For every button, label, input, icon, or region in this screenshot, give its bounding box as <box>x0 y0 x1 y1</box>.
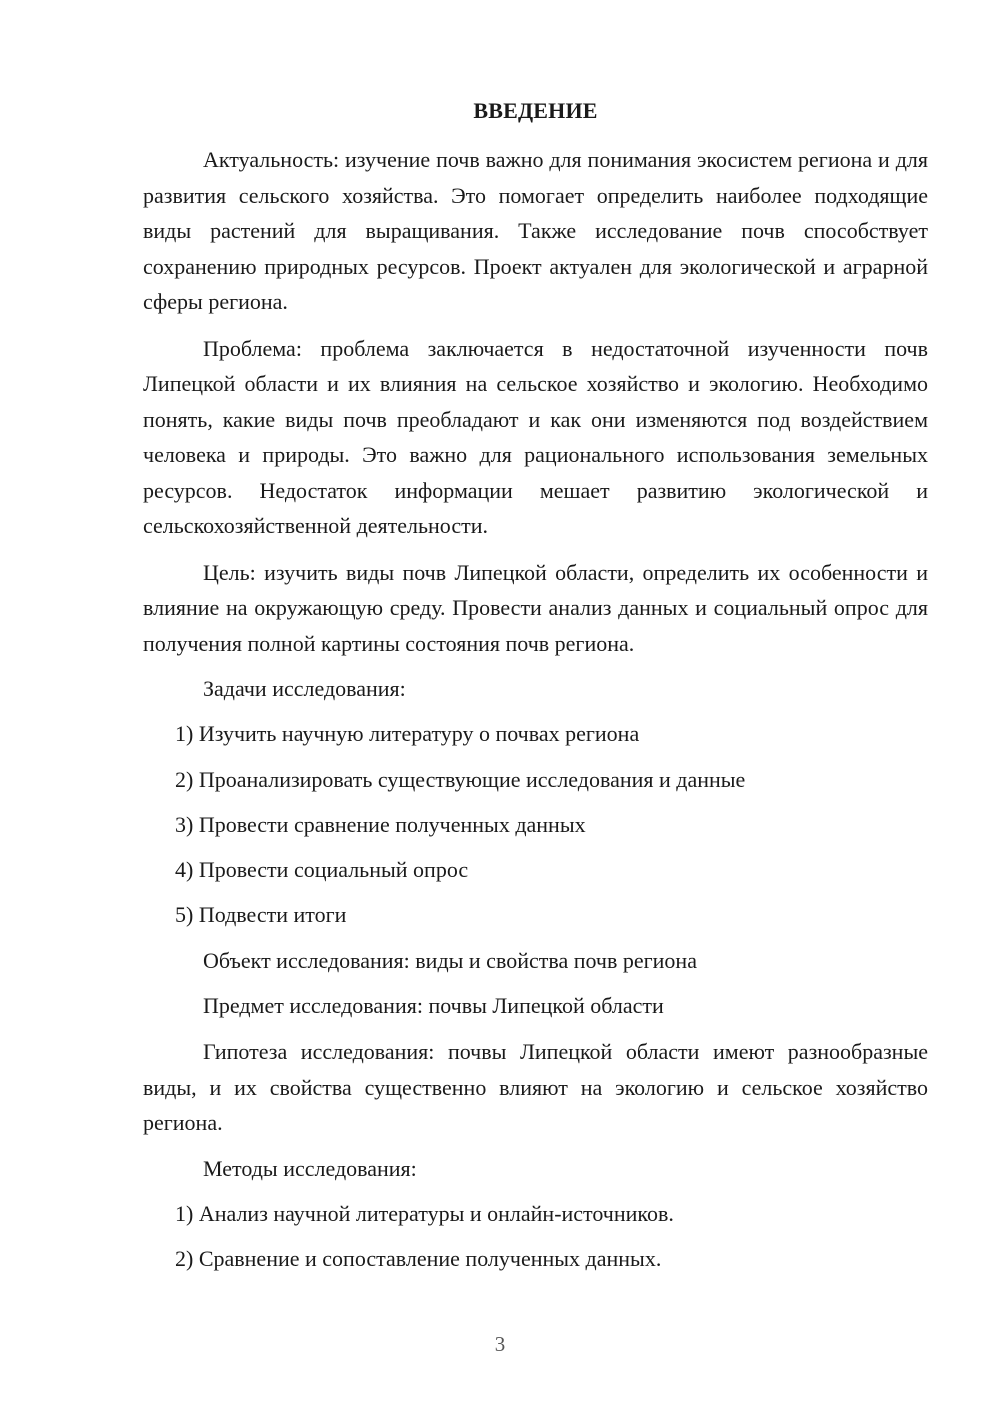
relevance-paragraph: Актуальность: изучение почв важно для понимания экосистем региона и для развития сельского хозяйства. Это помогает определить наиболее подходящие виды растений для выращивания. Также исследование почв способствует сохранению природных ресурсов. Проект актуален для экологической и аграрной сферы региона. <box>143 147 928 314</box>
page-number: 3 <box>494 1332 506 1356</box>
task-item-5: 5) Подвести итоги <box>175 902 347 928</box>
research-subject: Предмет исследования: почвы Липецкой области <box>203 993 664 1019</box>
tasks-list <box>143 717 928 932</box>
section-title: ВВЕДЕНИЕ <box>473 98 598 123</box>
problem-paragraph: Проблема: проблема заключается в недостаточной изученности почв Липецкой области и их влияния на сельское хозяйство и экологию. Необходимо понять, какие виды почв преобладают и как они изменяются под воздействием человека и природы. Это важно для рационального использования земельных ресурсов. Недостаток информации мешает развитию экологической и сельскохозяйственной деятельности. <box>143 335 928 538</box>
goal-paragraph: Цель: изучить виды почв Липецкой области, определить их особенности и влияние на окружающую среду. Провести анализ данных и социальный опрос для получения полной картины состояния почв региона. <box>143 559 928 656</box>
hypothesis-paragraph: Гипотеза исследования: почвы Липецкой области имеют разнообразные виды, и их свойства существенно влияют на экологию и сельское хозяйство региона. <box>143 1039 928 1136</box>
task-item-4: 4) Провести социальный опрос <box>175 857 469 883</box>
methods-list <box>143 1197 928 1276</box>
method-item-1: 1) Анализ научной литературы и онлайн-источников. <box>175 1201 674 1227</box>
research-object: Объект исследования: виды и свойства почв региона <box>203 947 697 973</box>
task-item-3: 3) Провести сравнение полученных данных <box>175 811 586 837</box>
tasks-heading: Задачи исследования: <box>203 676 406 701</box>
task-item-1: 1) Изучить научную литературу о почвах региона <box>175 721 640 747</box>
document-page <box>143 94 928 1288</box>
methods-heading: Методы исследования: <box>203 1155 417 1181</box>
task-item-2: 2) Проанализировать существующие исследования и данные <box>175 766 746 792</box>
method-item-2: 2) Сравнение и сопоставление полученных данных. <box>175 1246 662 1272</box>
